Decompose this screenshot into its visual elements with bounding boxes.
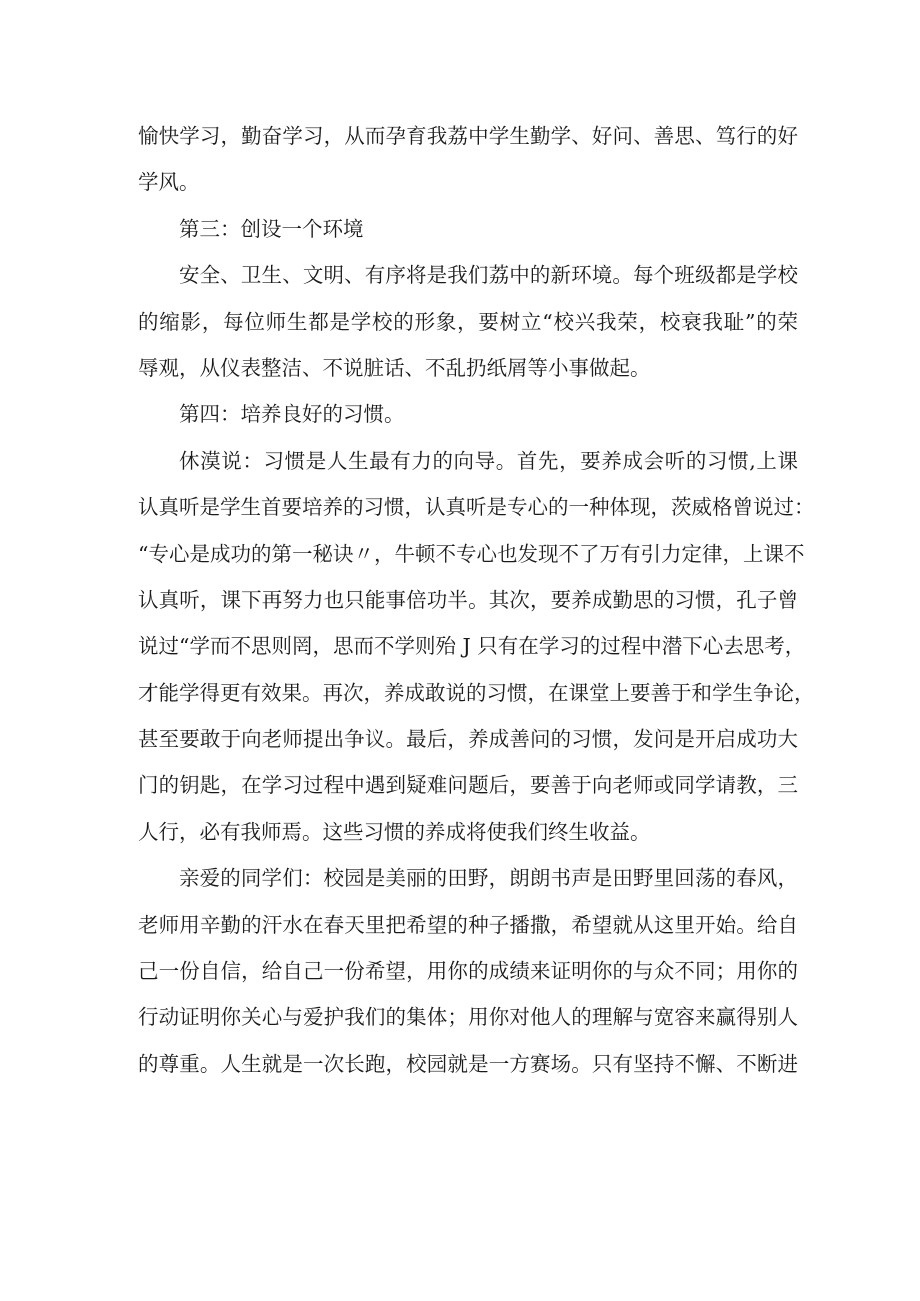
text-line: 门的钥匙，在学习过程中遇到疑难问题后，要善于向老师或同学请教，三 [138,773,798,798]
text-line: 甚至要敢于向老师提出争议。最后，养成善问的习惯，发问是开启成功大 [138,727,798,752]
text-line: 老师用辛勤的汗水在春天里把希望的种子播撒，希望就从这里开始。给自 [138,912,798,937]
text-line: 愉快学习，勤奋学习，从而孕育我荔中学生勤学、好问、善思、笃行的好 [138,124,798,148]
text-line: 己一份自信，给自己一份希望，用你的成绩来证明你的与众不同；用你的 [138,959,798,984]
text-line: 休漠说：习惯是人生最有力的向导。首先，要养成会听的习惯,上课 [179,448,798,473]
text-line: 才能学得更有效果。再次，养成敢说的习惯，在课堂上要善于和学生争论， [138,680,815,705]
text-line: “专心是成功的第一秘诀〃，牛顿不专心也发现不了万有引力定律，上课不 [138,541,805,566]
text-line: 的尊重。人生就是一次长跑，校园就是一方赛场。只有坚持不懈、不断进 [138,1051,798,1076]
body-text [138,113,815,1087]
text-line: 人行，必有我师焉。这些习惯的养成将使我们终生收益。 [138,819,651,844]
text-line: 的缩影，每位师生都是学校的形象，要树立“校兴我荣，校衰我耻”的荣 [138,309,798,334]
text-line: 说过“学而不思则罔，思而不学则殆 J 只有在学习的过程中潜下心去思考， [138,634,806,659]
text-line: 行动证明你关心与爱护我们的集体；用你对他人的理解与宽容来赢得别人 [138,1005,798,1030]
text-line: 学风。 [138,170,200,195]
text-line: 认真听是学生首要培养的习惯，认真听是专心的一种体现，茨威格曾说过： [138,495,815,520]
text-line: 亲爱的同学们：校园是美丽的田野，朗朗书声是田野里回荡的春风， [179,866,798,891]
section-heading: 第四：培养良好的习惯。 [179,402,405,427]
text-line: 辱观，从仪表整洁、不说脏话、不乱扔纸屑等小事做起。 [138,355,651,380]
text-line: 安全、卫生、文明、有序将是我们荔中的新环境。每个班级都是学校 [179,263,798,288]
text-line: 认真听，课下再努力也只能事倍功半。其次，要养成勤思的习惯，孔子曾 [138,587,798,612]
section-heading: 第三：创设一个环境 [179,216,364,241]
